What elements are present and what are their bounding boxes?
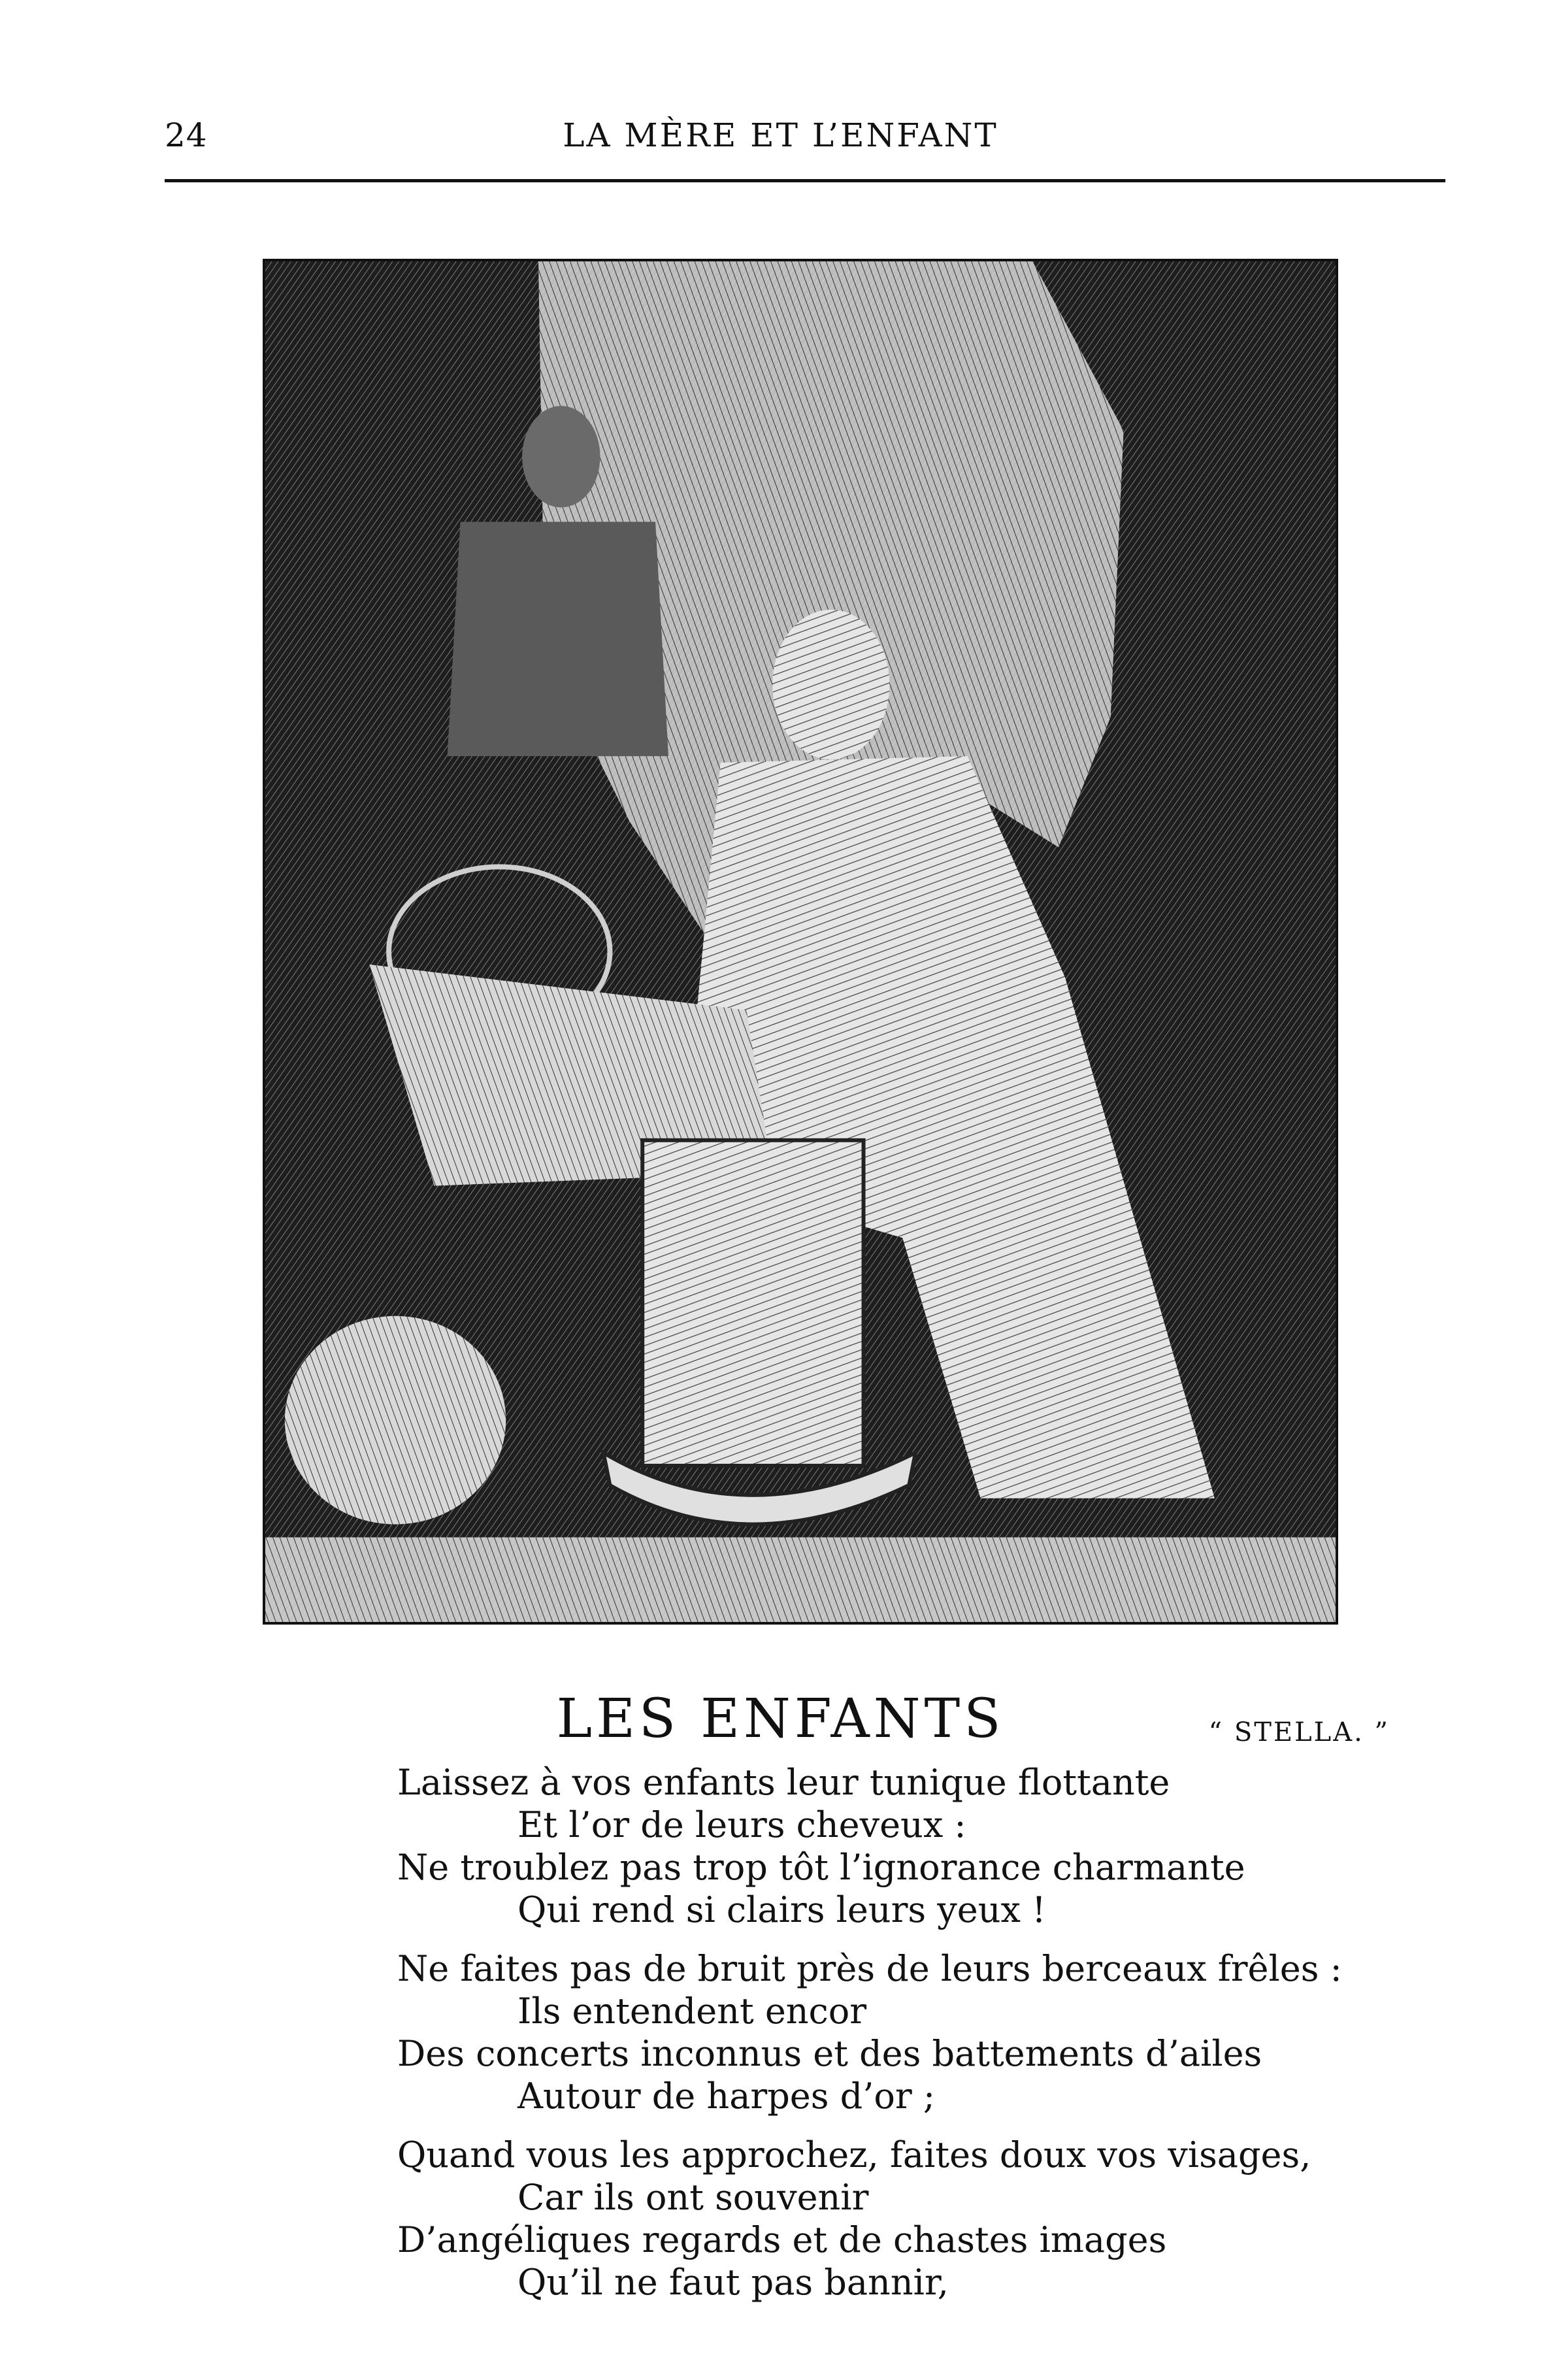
page-number: 24 bbox=[165, 116, 208, 154]
verse-line: Qui rend si clairs leurs yeux ! bbox=[518, 1889, 1046, 1930]
verse-line: Ne faites pas de bruit près de leurs berceaux frêles : bbox=[397, 1948, 1342, 1989]
running-title: LA MÈRE ET L’ENFANT bbox=[563, 116, 998, 154]
verse-line: Et l’or de leurs cheveux : bbox=[518, 1804, 966, 1845]
verse-line: Car ils ont souvenir bbox=[518, 2177, 869, 2218]
verse-line: D’angéliques regards et de chastes images bbox=[397, 2219, 1167, 2260]
verse-line: Autour de harpes d’or ; bbox=[518, 2075, 936, 2117]
man-head bbox=[522, 406, 600, 507]
verse-line: Quand vous les approchez, faites doux vos visages, bbox=[397, 2134, 1311, 2175]
engraving-illustration bbox=[263, 259, 1338, 1625]
verse-line: Ne troublez pas trop tôt l’ignorance charmante bbox=[397, 1847, 1245, 1888]
poem-title: LES ENFANTS bbox=[556, 1687, 1005, 1750]
man-body bbox=[448, 521, 668, 756]
woman-head bbox=[772, 610, 889, 759]
verse-line: Qu’il ne faut pas bannir, bbox=[518, 2262, 949, 2303]
verse-line: Laissez à vos enfants leur tunique flottante bbox=[397, 1762, 1170, 1803]
verse-line: Ils entendent encor bbox=[518, 1991, 867, 2032]
header-rule bbox=[165, 179, 1445, 182]
verse-line: Des concerts inconnus et des battements d’ailes bbox=[397, 2033, 1262, 2074]
floor bbox=[265, 1537, 1336, 1622]
cradle-end bbox=[642, 1140, 863, 1466]
poem-author: “ STELLA. ” bbox=[1208, 1717, 1390, 1747]
basket bbox=[285, 1316, 506, 1525]
